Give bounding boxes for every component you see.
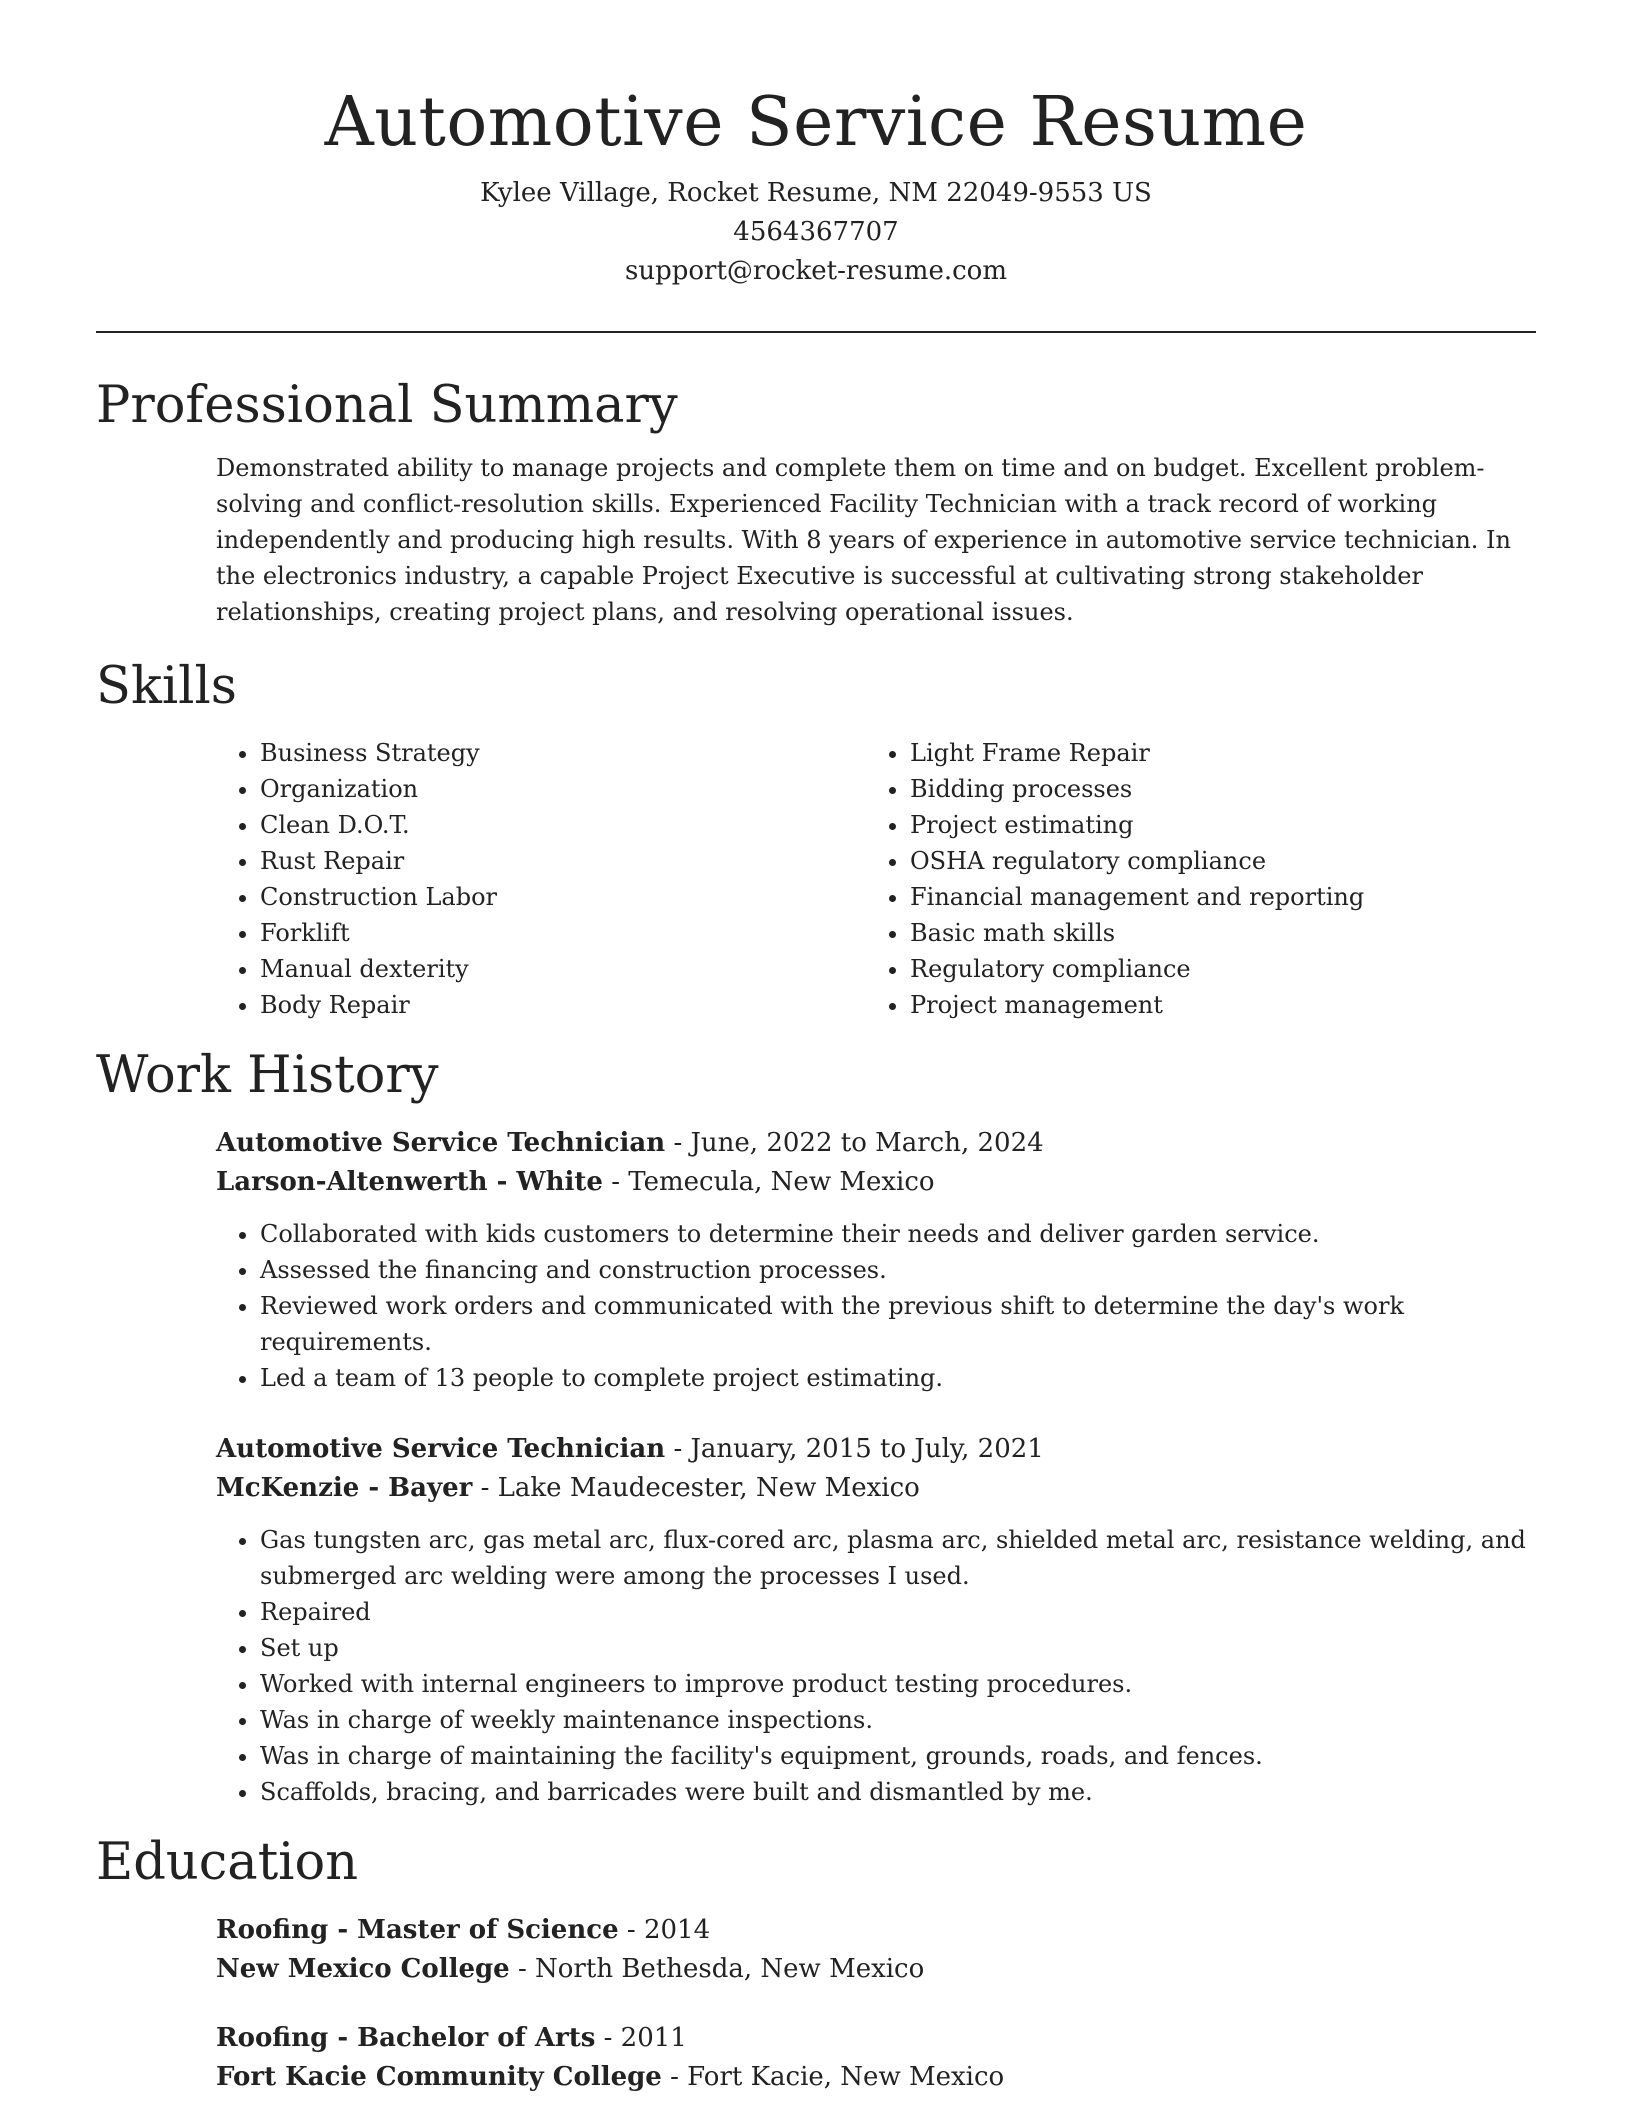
education-section — [96, 1832, 1536, 2097]
education-degree: Roofing - Bachelor of Arts — [216, 2023, 596, 2054]
summary-heading: Professional Summary — [96, 375, 678, 435]
skill-item: • Construction Labor — [260, 879, 866, 915]
resume-page — [96, 0, 1536, 2097]
skill-item: • OSHA regulatory compliance — [910, 843, 1516, 879]
job-bullet: • Led a team of 13 people to complete project estimating. — [260, 1360, 1536, 1396]
skills-section — [96, 656, 1536, 1023]
job-location: - Lake Maudecester, New Mexico — [472, 1473, 920, 1504]
job-bullet: • Set up — [260, 1630, 1536, 1666]
summary-body — [216, 450, 1536, 630]
education-year: - 2011 — [595, 2023, 687, 2054]
resume-header — [96, 0, 1536, 291]
job-dates: - June, 2022 to March, 2024 — [665, 1128, 1044, 1159]
work-history-section — [96, 1045, 1536, 1810]
education-entry — [216, 2019, 1536, 2097]
job-bullet: • Scaffolds, bracing, and barricades were built and dismantled by me. — [260, 1774, 1536, 1810]
skill-item: • Manual dexterity — [260, 951, 866, 987]
job-entry — [216, 1124, 1536, 1396]
skill-item: • Project estimating — [910, 807, 1516, 843]
contact-phone: 4564367707 — [733, 216, 899, 247]
contact-email: support@rocket-resume.com — [624, 255, 1007, 286]
skills-heading: Skills — [96, 656, 237, 716]
job-company-line — [216, 1163, 1536, 1202]
skill-item: • Basic math skills — [910, 915, 1516, 951]
job-bullet: • Was in charge of weekly maintenance inspections. — [260, 1702, 1536, 1738]
skill-item: • Rust Repair — [260, 843, 866, 879]
job-company: McKenzie - Bayer — [216, 1473, 473, 1504]
resume-title: Automotive Service Resume — [324, 83, 1308, 162]
skill-item: • Financial management and reporting — [910, 879, 1516, 915]
work-history-heading: Work History — [96, 1045, 439, 1105]
skill-item: • Project management — [910, 987, 1516, 1023]
skill-item: • Business Strategy — [260, 735, 866, 771]
job-role: Automotive Service Technician — [216, 1434, 666, 1465]
education-location: - North Bethesda, New Mexico — [509, 1954, 925, 1985]
job-bullet: • Worked with internal engineers to improve product testing procedures. — [260, 1666, 1536, 1702]
skill-item: • Body Repair — [260, 987, 866, 1023]
job-bullets — [216, 1522, 1536, 1810]
education-school: New Mexico College — [216, 1954, 510, 1985]
skill-item: • Light Frame Repair — [910, 735, 1516, 771]
skill-item: • Forklift — [260, 915, 866, 951]
header-divider — [96, 331, 1536, 333]
skill-item: • Organization — [260, 771, 866, 807]
summary-section — [96, 375, 1536, 630]
skills-list-right — [866, 735, 1516, 1023]
skill-item: • Clean D.O.T. — [260, 807, 866, 843]
job-dates: - January, 2015 to July, 2021 — [665, 1434, 1044, 1465]
education-year: - 2014 — [618, 1915, 711, 1946]
job-bullet: • Was in charge of maintaining the facility's equipment, grounds, roads, and fences. — [260, 1738, 1536, 1774]
summary-text: Demonstrated ability to manage projects and complete them on time and on budget. Excellent problem-solving and conflict-resolution skills. Experienced Facility Technician with a track record of working independently and producing high results. With 8 years of experience in automotive service technician. In the electronics industry, a capable Project Executive is successful at cultivating strong stakeholder relationships, creating project plans, and resolving operational issues. — [216, 453, 1511, 626]
job-location: - Temecula, New Mexico — [602, 1167, 935, 1198]
job-bullet: • Gas tungsten arc, gas metal arc, flux-cored arc, plasma arc, shielded metal arc, resistance welding, and submerged arc welding were among the processes I used. — [260, 1522, 1536, 1594]
job-bullet: • Collaborated with kids customers to determine their needs and deliver garden service. — [260, 1216, 1536, 1252]
job-bullet: • Reviewed work orders and communicated with the previous shift to determine the day's work requirements. — [260, 1288, 1536, 1360]
job-company-line — [216, 1469, 1536, 1508]
education-entry — [216, 1911, 1536, 1989]
job-title-line — [216, 1430, 1536, 1469]
education-degree-line — [216, 2019, 1536, 2058]
skills-list-left — [216, 735, 866, 1023]
job-company: Larson-Altenwerth - White — [216, 1167, 603, 1198]
contact-info — [96, 174, 1536, 291]
skills-grid — [216, 735, 1536, 1023]
education-location: - Fort Kacie, New Mexico — [661, 2062, 1005, 2093]
job-title-line — [216, 1124, 1536, 1163]
skill-item: • Bidding processes — [910, 771, 1516, 807]
education-degree: Roofing - Master of Science — [216, 1915, 619, 1946]
job-bullet: • Repaired — [260, 1594, 1536, 1630]
contact-address: Kylee Village, Rocket Resume, NM 22049-9553 US — [480, 177, 1152, 208]
job-role: Automotive Service Technician — [216, 1128, 666, 1159]
education-school-line — [216, 2058, 1536, 2097]
education-degree-line — [216, 1911, 1536, 1950]
job-bullets — [216, 1216, 1536, 1396]
education-school-line — [216, 1950, 1536, 1989]
job-entry — [216, 1430, 1536, 1810]
job-bullet: • Assessed the financing and construction processes. — [260, 1252, 1536, 1288]
education-heading: Education — [96, 1833, 359, 1893]
skill-item: • Regulatory compliance — [910, 951, 1516, 987]
education-school: Fort Kacie Community College — [216, 2062, 662, 2093]
